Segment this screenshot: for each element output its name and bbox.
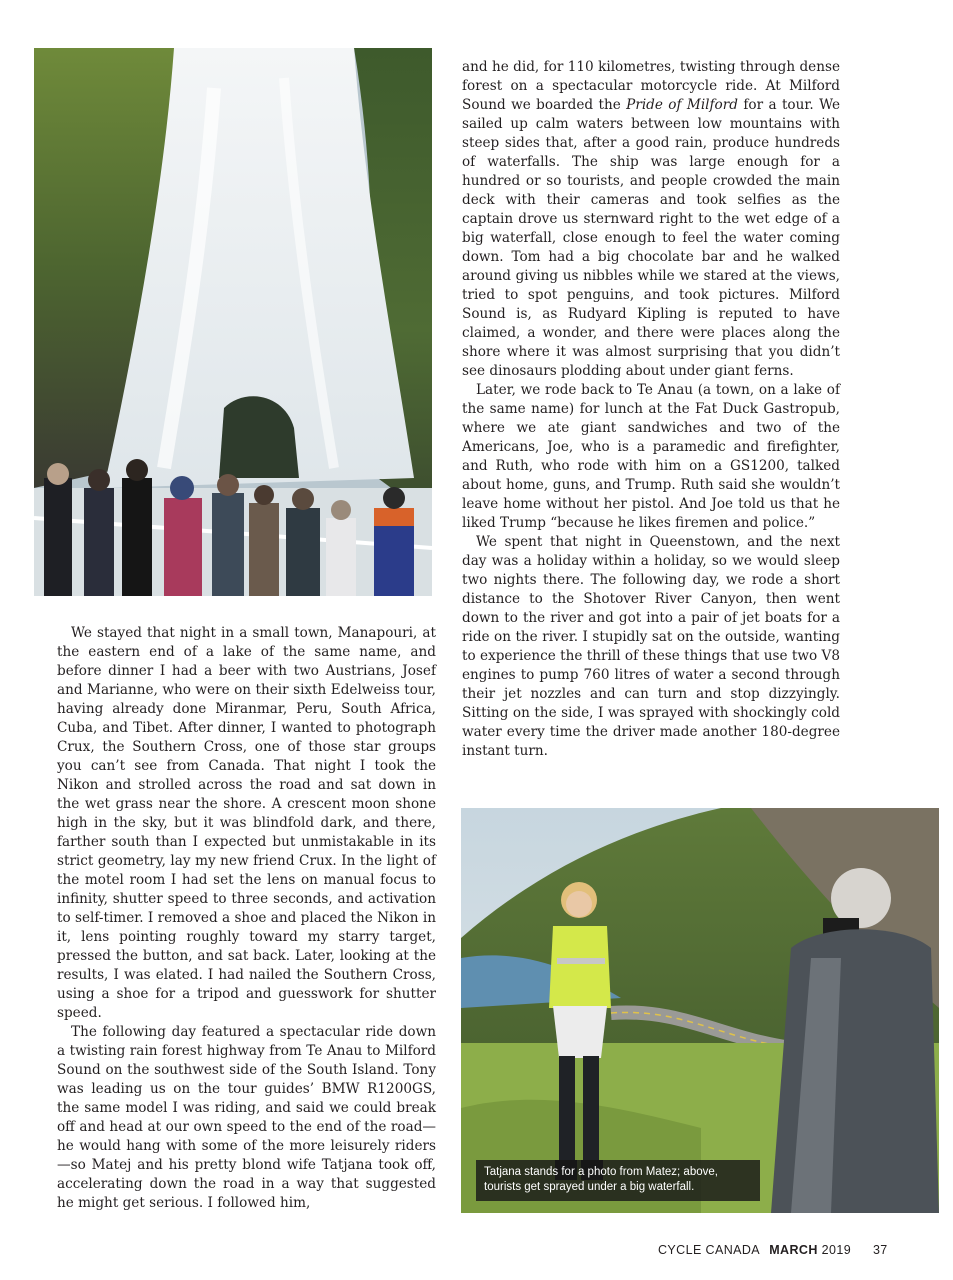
paragraph-text: and he did, for 110 kilometres, twisting through dense forest on a spectacular motorcycle ride. At Milford Sound we boarded the [462, 59, 840, 113]
paragraph-text: for a tour. We sailed up calm waters between low mountains with steep sides that, after a good rain, produce hundreds of waterfalls. The ship was large enough for a hundred or so tourists, and people crowded the main deck with their cameras and took selfies as the captain drove us sternward right to the wet edge of a big waterfall, close enough to feel the water coming down. Tom had a big chocolate bar and he walked around giving us nibbles while we stared at the views, tried to spot penguins, and took pictures. Milford Sound is, as Rudyard Kipling is reputed to have claimed, a wonder, and there were places along the shore where it was almost surprising that you didn’t see dinosaurs plodding about under giant ferns. [462, 97, 840, 379]
article-column-left [57, 624, 436, 1213]
waterfall-photo [34, 48, 432, 596]
article-paragraph [462, 58, 840, 381]
issue-month: MARCH [769, 1243, 818, 1257]
article-paragraph: We stayed that night in a small town, Manapouri, at the eastern end of a lake of the same name, and before dinner I had a beer with two Austrians, Josef and Marianne, who were on their sixth Edelweiss tour, having already done Miranmar, Peru, South Africa, Cuba, and Tibet. After dinner, I wanted to photograph Crux, the Southern Cross, one of those star groups you can’t see from Canada. That night I took the Nikon and strolled across the road and sat down in the wet grass near the shore. A crescent moon shone high in the sky, but it was blindfold dark, and there, farther south than I expected but unmistakable in its strict geometry, lay my new friend Crux. In the light of the motel room I had set the lens on manual focus to infinity, shutter speed to three seconds, and activation to self-timer. I removed a shoe and placed the Nikon in it, lens pointing roughly toward my starry target, pressed the button, and sat back. Later, looking at the results, I was elated. I had nailed the Southern Cross, using a shoe for a tripod and guesswork for shutter speed. [57, 625, 436, 1021]
page-number: 37 [872, 1243, 888, 1257]
article-paragraph: Later, we rode back to Te Anau (a town, on a lake of the same name) for lunch at the Fat Duck Gastropub, where we ate giant sandwiches and two of the Americans, Joe, who is a paramedic and firefighter, and Ruth, who rode with him on a GS1200, talked about home, guns, and Trump. Ruth said she wouldn’t leave home without her pistol. And Joe told us that he liked Trump “because he likes firemen and police.” [462, 382, 840, 531]
photo-caption: Tatjana stands for a photo from Matez; above, tourists get sprayed under a big waterfall. [476, 1160, 760, 1201]
article-column-right [462, 58, 840, 761]
waterfall-image-icon [34, 48, 432, 596]
scenic-road-photo-icon [461, 808, 939, 1213]
page-footer [658, 1243, 898, 1257]
roadside-photo [461, 808, 939, 1213]
article-paragraph: We spent that night in Queenstown, and the next day was a holiday within a holiday, so we would sleep two nights there. The following day, we rode a short distance to the Shotover River Canyon, then went down to the river and got into a pair of jet boats for a ride on the river. I stupidly sat on the outside, wanting to experience the thrill of these things that use two V8 engines to pump 760 litres of water a second through their jet nozzles and can turn and stop dizzyingly. Sitting on the side, I was sprayed with shockingly cold water every time the driver made another 180-degree instant turn. [462, 534, 840, 759]
ship-name: Pride of Milford [626, 97, 738, 113]
article-paragraph: The following day featured a spectacular ride down a twisting rain forest highway from Te Anau to Milford Sound on the southwest side of the South Island. Tony was leading us on the tour guides’ BMW R1200GS, the same model I was riding, and said we could break off and head at our own speed to the end of the road—he would hang with some of the more leisurely riders—so Matej and his pretty blond wife Tatjana took off, accelerating down the road in a way that suggested he might get serious. I followed him, [57, 1024, 436, 1211]
magazine-name: CYCLE CANADA [658, 1243, 760, 1257]
issue-year: 2019 [821, 1243, 852, 1257]
